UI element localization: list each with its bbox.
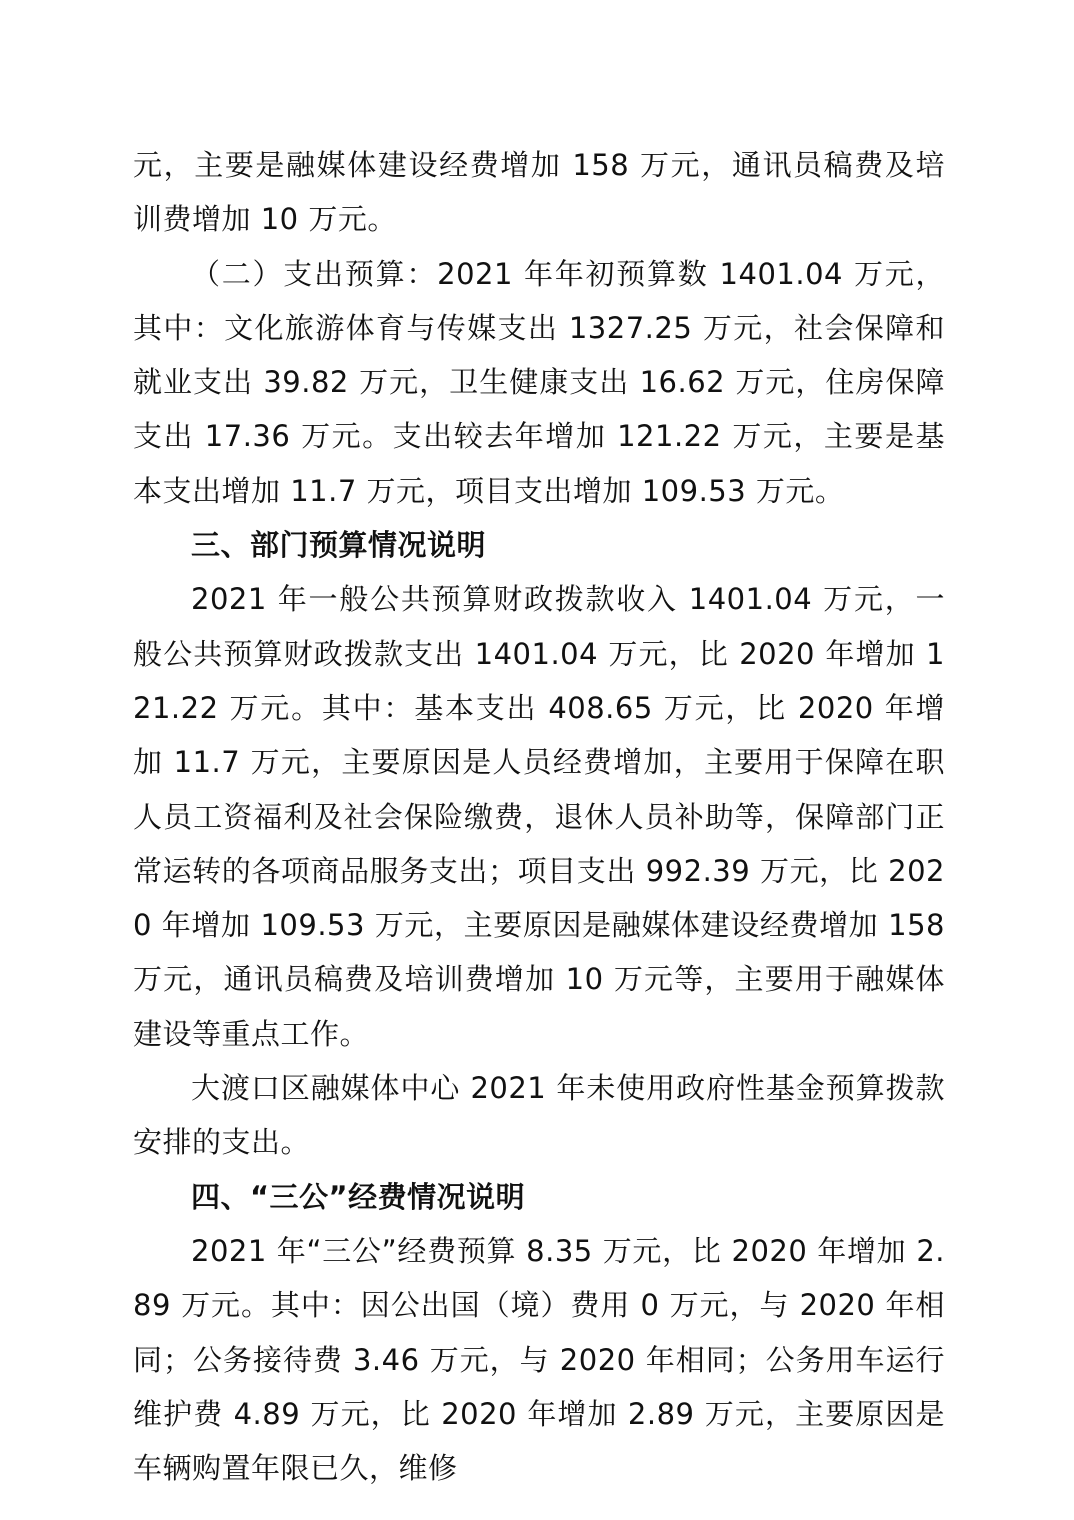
paragraph-three-public-expenses: 2021 年“三公”经费预算 8.35 万元，比 2020 年增加 2.89 万元。其中：因公出国（境）费用 0 万元，与 2020 年相同；公务接待费 3.46 万元，与 2020 年相同；公务用车运行维护费 4.89 万元，比 2020 年增加 2.89 万元，主要原因是车辆购置年限已久，维修 (133, 1233, 945, 1486)
paragraph-government-fund: 大渡口区融媒体中心 2021 年未使用政府性基金预算拨款安排的支出。 (133, 1071, 945, 1160)
section-heading-three-public-expenses: 四、“三公”经费情况说明 (191, 1179, 526, 1214)
document-body (133, 138, 945, 1495)
paragraph-general-budget: 2021 年一般公共预算财政拨款收入 1401.04 万元，一般公共预算财政拨款支出 1401.04 万元，比 2020 年增加 121.22 万元。其中：基本支出 408.65 万元，比 2020 年增加 11.7 万元，主要原因是人员经费增加，主要用于保障在职人员工资福利及社会保险缴费，退休人员补助等，保障部门正常运转的各项商品服务支出；项目支出 992.39 万元，比 2020 年增加 109.53 万元，主要原因是融媒体建设经费增加 158 万元，通讯员稿费及培训费增加 10 万元等，主要用于融媒体建设等重点工作。 (133, 582, 945, 1051)
paragraph-expenditure-budget: （二）支出预算：2021 年年初预算数 1401.04 万元，其中：文化旅游体育与传媒支出 1327.25 万元，社会保障和就业支出 39.82 万元，卫生健康支出 16.62 万元，住房保障支出 17.36 万元。支出较去年增加 121.22 万元，主要是基本支出增加 11.7 万元，项目支出增加 109.53 万元。 (133, 256, 945, 508)
paragraph-continuation: 元，主要是融媒体建设经费增加 158 万元，通讯员稿费及培训费增加 10 万元。 (133, 148, 945, 237)
section-heading-department-budget: 三、部门预算情况说明 (191, 528, 487, 563)
